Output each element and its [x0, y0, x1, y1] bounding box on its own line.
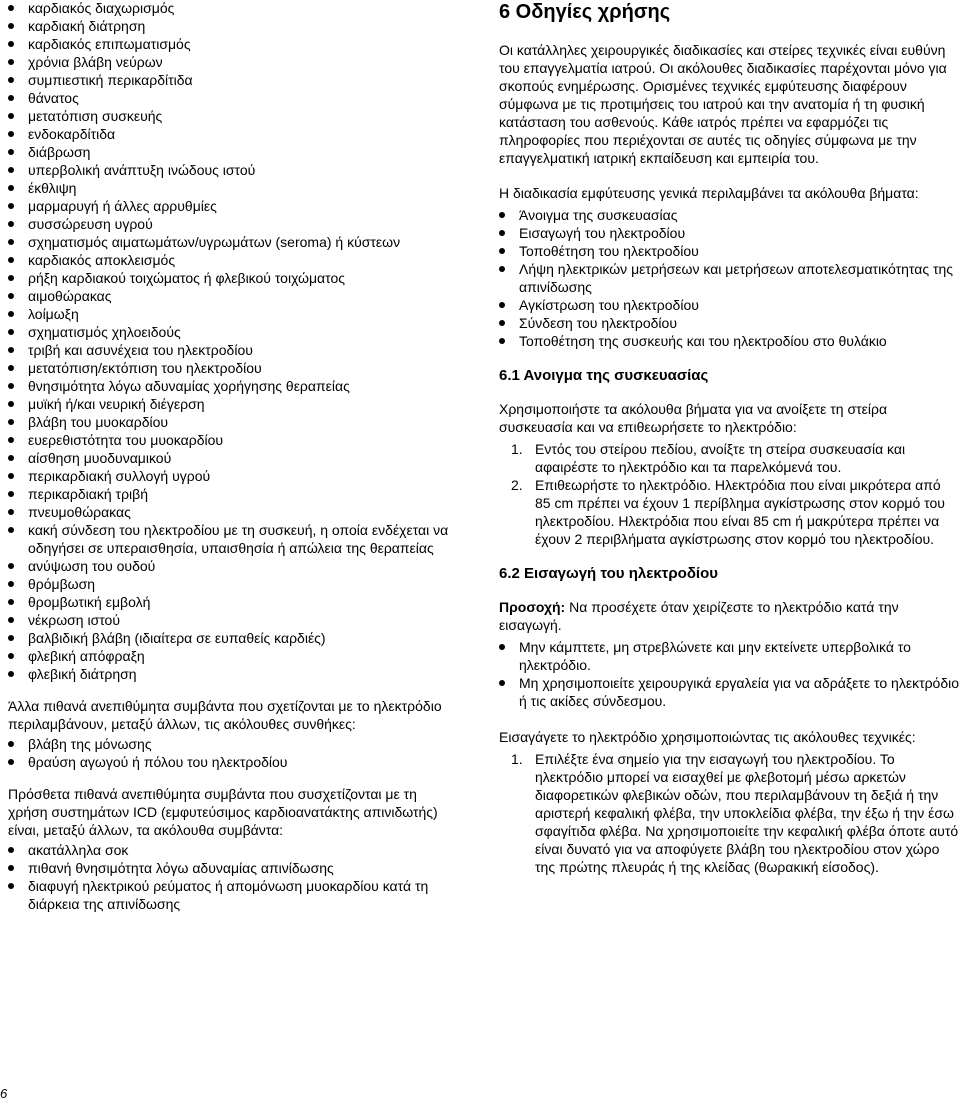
complication-item: διάβρωση — [8, 143, 456, 161]
complication-item: συσσώρευση υγρού — [8, 215, 456, 233]
page-number: 6 — [0, 1086, 8, 1101]
complication-item: καρδιακός αποκλεισμός — [8, 251, 456, 269]
insert-steps-list — [499, 750, 960, 876]
other-events-paragraph: Άλλα πιθανά ανεπιθύμητα συμβάντα που σχετίζονται με το ηλεκτρόδιο περιλαμβάνουν, μεταξύ άλλων, τις ακόλουθες συνθήκες: — [8, 698, 442, 732]
lead-events-list — [8, 735, 456, 771]
icd-event-item: πιθανή θνησιμότητα λόγω αδυναμίας απινίδωσης — [8, 859, 456, 877]
complication-item: καρδιακός διαχωρισμός — [8, 0, 456, 17]
complication-item: θάνατος — [8, 89, 456, 107]
complications-list — [8, 0, 456, 683]
complication-item: θνησιμότητα λόγω αδυναμίας χορήγησης θεραπείας — [8, 377, 456, 395]
complication-item: καρδιακός επιπωματισμός — [8, 35, 456, 53]
icd-events-list — [8, 841, 456, 913]
step-number: 1. — [511, 441, 523, 457]
lead-event-item: βλάβη της μόνωσης — [8, 735, 456, 753]
open-package-step — [499, 440, 960, 476]
open-package-steps — [499, 440, 960, 548]
icd-events-paragraph: Πρόσθετα πιθανά ανεπιθύμητα συμβάντα που συσχετίζονται με τη χρήση συστημάτων ICD (εμφυτεύσιμος καρδιοανατάκτης απινιδωτής) είναι, μεταξύ άλλων, τα ακόλουθα συμβάντα: — [8, 786, 438, 838]
open-package-step — [499, 476, 960, 548]
caution-paragraph — [499, 598, 960, 634]
procedure-step-item: Λήψη ηλεκτρικών μετρήσεων και μετρήσεων αποτελεσματικότητας της απινίδωσης — [499, 260, 960, 296]
caution-label: Προσοχή: — [499, 599, 566, 615]
step-number: 1. — [511, 751, 523, 767]
caution-list — [499, 638, 960, 710]
complication-item: φλεβική διάτρηση — [8, 665, 456, 683]
complication-item: λοίμωξη — [8, 305, 456, 323]
complication-item: χρόνια βλάβη νεύρων — [8, 53, 456, 71]
subsection-6-1-paragraph: Χρησιμοποιήστε τα ακόλουθα βήματα για να ανοίξετε τη στείρα συσκευασία και να επιθεωρήσετε το ηλεκτρόδιο: — [499, 401, 888, 435]
caution-item: Μη χρησιμοποιείτε χειρουργικά εργαλεία για να αδράξετε το ηλεκτρόδιο ή τις ακίδες σύνδεσμου. — [499, 674, 960, 710]
complication-item: θρομβωτική εμβολή — [8, 593, 456, 611]
procedure-step-item: Εισαγωγή του ηλεκτροδίου — [499, 224, 960, 242]
subsection-6-1-title: 6.1 Ανοιγμα της συσκευασίας — [499, 367, 709, 384]
complication-item: τριβή και ασυνέχεια του ηλεκτροδίου — [8, 341, 456, 359]
complication-item: αίσθηση μυοδυναμικού — [8, 449, 456, 467]
procedure-step-item: Άνοιγμα της συσκευασίας — [499, 206, 960, 224]
complication-item: βαλβιδική βλάβη (ιδιαίτερα σε ευπαθείς καρδιές) — [8, 629, 456, 647]
procedure-steps-list — [499, 206, 960, 350]
step-text: Επιλέξτε ένα σημείο για την εισαγωγή του ηλεκτροδίου. Το ηλεκτρόδιο μπορεί να εισαχθεί με φλεβοτομή μέσω αρκετών διαφορετικών φλεβικών οδών, που περιλαμβάνουν τη δεξιά ή την αριστερή κεφαλική φλέβα, την υποκλείδια φλέβα, την έξω ή την έσω σφαγίτιδα φλέβα. Να χρησιμοποιείτε την κεφαλική φλέβα όποτε αυτό είναι δυνατό για να αποφύγετε βλάβη του ηλεκτροδίου στον χώρο της πρώτης πλευράς ή της κλείδας (θωρακική είσοδος). — [535, 751, 959, 875]
subsection-6-2-title: 6.2 Εισαγωγή του ηλεκτροδίου — [499, 565, 718, 582]
left-column — [8, 0, 456, 913]
procedure-step-item: Σύνδεση του ηλεκτροδίου — [499, 314, 960, 332]
complication-item: θρόμβωση — [8, 575, 456, 593]
complication-item: περικαρδιακή συλλογή υγρού — [8, 467, 456, 485]
insert-paragraph: Εισαγάγετε το ηλεκτρόδιο χρησιμοποιώντας τις ακόλουθες τεχνικές: — [499, 729, 916, 745]
icd-event-item: ακατάλληλα σοκ — [8, 841, 456, 859]
lead-event-item: θραύση αγωγού ή πόλου του ηλεκτροδίου — [8, 753, 456, 771]
complication-item: συμπιεστική περικαρδίτιδα — [8, 71, 456, 89]
complication-item: ενδοκαρδίτιδα — [8, 125, 456, 143]
complication-item: αιμοθώρακας — [8, 287, 456, 305]
step-text: Εντός του στείρου πεδίου, ανοίξτε τη στείρα συσκευασία και αφαιρέστε το ηλεκτρόδιο και τα παρελκόμενά του. — [535, 441, 906, 475]
insert-step — [499, 750, 960, 876]
complication-item: κακή σύνδεση του ηλεκτροδίου με τη συσκευή, η οποία ενδέχεται να οδηγήσει σε υπεραισθησία, υπαισθησία ή απώλεια της θεραπείας — [8, 521, 456, 557]
complication-item: μετατόπιση/εκτόπιση του ηλεκτροδίου — [8, 359, 456, 377]
complication-item: καρδιακή διάτρηση — [8, 17, 456, 35]
complication-item: νέκρωση ιστού — [8, 611, 456, 629]
complication-item: ανύψωση του ουδού — [8, 557, 456, 575]
complication-item: ευερεθιστότητα του μυοκαρδίου — [8, 431, 456, 449]
complication-item: πνευμοθώρακας — [8, 503, 456, 521]
section-title: 6 Οδηγίες χρήσης — [499, 1, 671, 23]
procedure-step-item: Αγκίστρωση του ηλεκτροδίου — [499, 296, 960, 314]
right-column — [499, 0, 960, 876]
complication-item: βλάβη του μυοκαρδίου — [8, 413, 456, 431]
complication-item: μαρμαρυγή ή άλλες αρρυθμίες — [8, 197, 456, 215]
caution-item: Μην κάμπτετε, μη στρεβλώνετε και μην εκτείνετε υπερβολικά το ηλεκτρόδιο. — [499, 638, 960, 674]
complication-item: ρήξη καρδιακού τοιχώματος ή φλεβικού τοιχώματος — [8, 269, 456, 287]
complication-item: φλεβική απόφραξη — [8, 647, 456, 665]
step-number: 2. — [511, 477, 523, 493]
procedure-step-item: Τοποθέτηση του ηλεκτροδίου — [499, 242, 960, 260]
complication-item: περικαρδιακή τριβή — [8, 485, 456, 503]
complication-item: σχηματισμός αιματωμάτων/υγρωμάτων (seroma) ή κύστεων — [8, 233, 456, 251]
icd-event-item: διαφυγή ηλεκτρικού ρεύματος ή απομόνωση μυοκαρδίου κατά τη διάρκεια της απινίδωσης — [8, 877, 456, 913]
procedure-intro: Η διαδικασία εμφύτευσης γενικά περιλαμβάνει τα ακόλουθα βήματα: — [499, 185, 919, 201]
caution-text: Να προσέχετε όταν χειρίζεστε το ηλεκτρόδιο κατά την εισαγωγή. — [499, 599, 899, 633]
step-text: Επιθεωρήστε το ηλεκτρόδιο. Ηλεκτρόδια που είναι μικρότερα από 85 cm πρέπει να έχουν 1 περίβλημα αγκίστρωσης στον κορμό του ηλεκτροδίου. Ηλεκτρόδια που είναι 85 cm ή μακρύτερα πρέπει να έχουν 2 περιβλήματα αγκίστρωσης στον κορμό του ηλεκτροδίου. — [535, 477, 945, 547]
complication-item: μυϊκή ή/και νευρική διέγερση — [8, 395, 456, 413]
intro-paragraph: Οι κατάλληλες χειρουργικές διαδικασίες και στείρες τεχνικές είναι ευθύνη του επαγγελματία ιατρού. Οι ακόλουθες διαδικασίες παρέχονται μόνο για σκοπούς ενημέρωσης. Ορισμένες τεχνικές εμφύτευσης διαφέρουν σύμφωνα με τις προτιμήσεις του ιατρού και την ανατομία ή τη φυσική κατάσταση του ασθενούς. Κάθε ιατρός πρέπει να εφαρμόζει τις πληροφορίες που περιέχονται σε αυτές τις οδηγίες σύμφωνα με την επαγγελματική ιατρική εκπαίδευση και εμπειρία του. — [499, 42, 947, 166]
complication-item: σχηματισμός χηλοειδούς — [8, 323, 456, 341]
procedure-step-item: Τοποθέτηση της συσκευής και του ηλεκτροδίου στο θυλάκιο — [499, 332, 960, 350]
complication-item: έκθλιψη — [8, 179, 456, 197]
complication-item: υπερβολική ανάπτυξη ινώδους ιστού — [8, 161, 456, 179]
complication-item: μετατόπιση συσκευής — [8, 107, 456, 125]
